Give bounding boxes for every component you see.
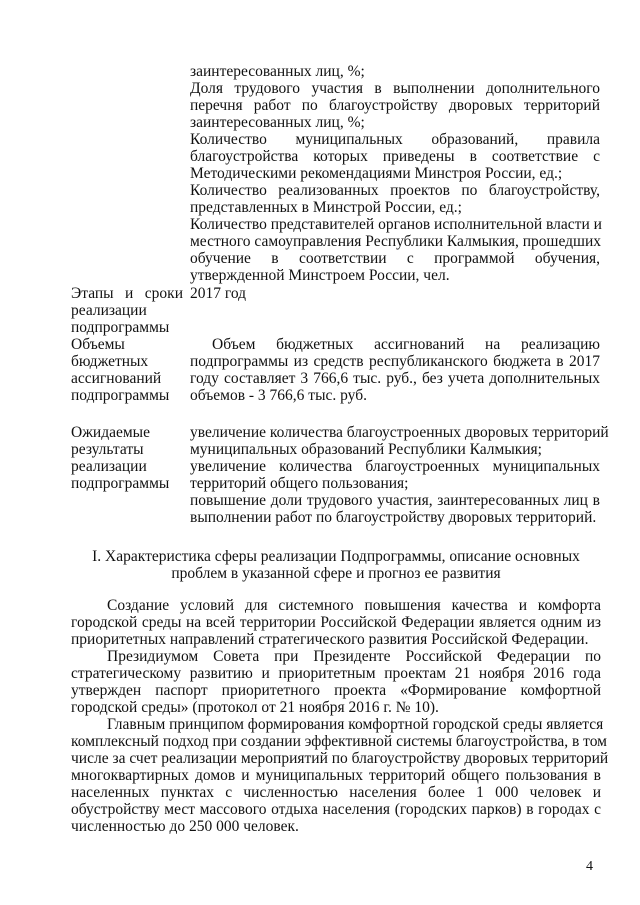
paragraph-line: приоритетных направлений стратегического развития Российской Федерации. <box>71 631 589 648</box>
results-value-line: территорий общего пользования; <box>190 475 409 492</box>
paragraph-line: Президиумом Совета при Президенте Российской Федерации по <box>107 648 601 665</box>
paragraph-line: городской среды на всей территории Российской Федерации является одним из <box>71 614 601 631</box>
stages-value: 2017 год <box>190 285 247 302</box>
results-value-line: муниципальных образований Республики Калмыкия; <box>190 441 542 458</box>
indicator-line: обучение в соответствии с программой обучения, <box>190 250 600 267</box>
stages-label-line: подпрограммы <box>71 319 170 336</box>
paragraph-line: Создание условий для системного повышения качества и комфорта <box>107 597 601 614</box>
budget-value-line: подпрограммы из средств республиканского бюджета в 2017 <box>190 353 600 370</box>
indicator-line: представленных в Минстрой России, ед.; <box>190 199 462 216</box>
page-number: 4 <box>586 859 593 874</box>
paragraph-line: обустройству мест массового отдыха населения (городских парков) в городах с <box>71 801 601 818</box>
budget-value-line: объемов - 3 766,6 тыс. руб. <box>190 387 367 404</box>
paragraph-line: стратегическому развитию и приоритетным проектам 21 ноября 2016 года <box>71 665 601 682</box>
paragraph-line: Главным принципом формирования комфортной городской среды является <box>107 716 604 733</box>
paragraph-line: числе за счет реализации мероприятий по благоустройству дворовых территорий <box>71 750 609 767</box>
section-heading-line: проблем в указанной сфере и прогноз ее развития <box>171 565 501 582</box>
indicator-line: заинтересованных лиц, %; <box>190 114 365 131</box>
indicator-line: Количество муниципальных образований, правила <box>190 131 600 148</box>
results-label-line: результаты <box>71 441 144 458</box>
results-value-line: повышение доли трудового участия, заинтересованных лиц в <box>190 492 600 509</box>
results-label-line: подпрограммы <box>71 475 170 492</box>
indicator-line: Доля трудового участия в выполнении дополнительного <box>190 80 600 97</box>
results-value-line: увеличение количества благоустроенных муниципальных <box>190 458 600 475</box>
results-value-line: выполнении работ по благоустройству дворовых территорий. <box>190 509 597 526</box>
paragraph-line: численностью до 250 000 человек. <box>71 818 299 835</box>
stages-label-line: Этапы и сроки <box>71 285 183 302</box>
budget-label-line: подпрограммы <box>71 387 170 404</box>
budget-label-line: ассигнований <box>71 370 162 387</box>
indicator-line: Количество представителей органов исполнительной власти и <box>190 216 602 233</box>
indicator-line: местного самоуправления Республики Калмыкия, прошедших <box>190 233 601 250</box>
budget-value-line: Объем бюджетных ассигнований на реализацию <box>212 336 600 353</box>
indicator-line: Методическими рекомендациями Минстроя России, ед.; <box>190 165 563 182</box>
paragraph-line: комплексный подход при создании эффективной системы благоустройства, в том <box>71 733 607 750</box>
indicator-line: Количество реализованных проектов по благоустройству, <box>190 182 600 199</box>
paragraph-line: городской среды» (протокол от 21 ноября 2016 г. № 10). <box>71 699 439 716</box>
budget-label-line: бюджетных <box>71 353 149 370</box>
section-heading-line: I. Характеристика сферы реализации Подпрограммы, описание основных <box>92 548 580 565</box>
results-value-line: увеличение количества благоустроенных дворовых территорий <box>190 424 609 441</box>
indicator-line: заинтересованных лиц, %; <box>190 63 365 80</box>
paragraph-line: многоквартирных домов и муниципальных территорий общего пользования в <box>71 767 601 784</box>
paragraph-line: утвержден паспорт приоритетного проекта «Формирование комфортной <box>71 682 601 699</box>
results-label-line: реализации <box>71 458 147 475</box>
budget-label-line: Объемы <box>71 336 125 353</box>
paragraph-line: населенных пунктах с численностью населения более 1 000 человек и <box>71 784 601 801</box>
stages-label-line: реализации <box>71 302 147 319</box>
indicator-line: утвержденной Минстроем России, чел. <box>190 267 450 284</box>
budget-value-line: году составляет 3 766,6 тыс. руб., без учета дополнительных <box>190 370 600 387</box>
indicator-line: перечня работ по благоустройству дворовых территорий <box>190 97 600 114</box>
indicator-line: благоустройства которых приведены в соответствие с <box>190 148 600 165</box>
results-label-line: Ожидаемые <box>71 424 150 441</box>
